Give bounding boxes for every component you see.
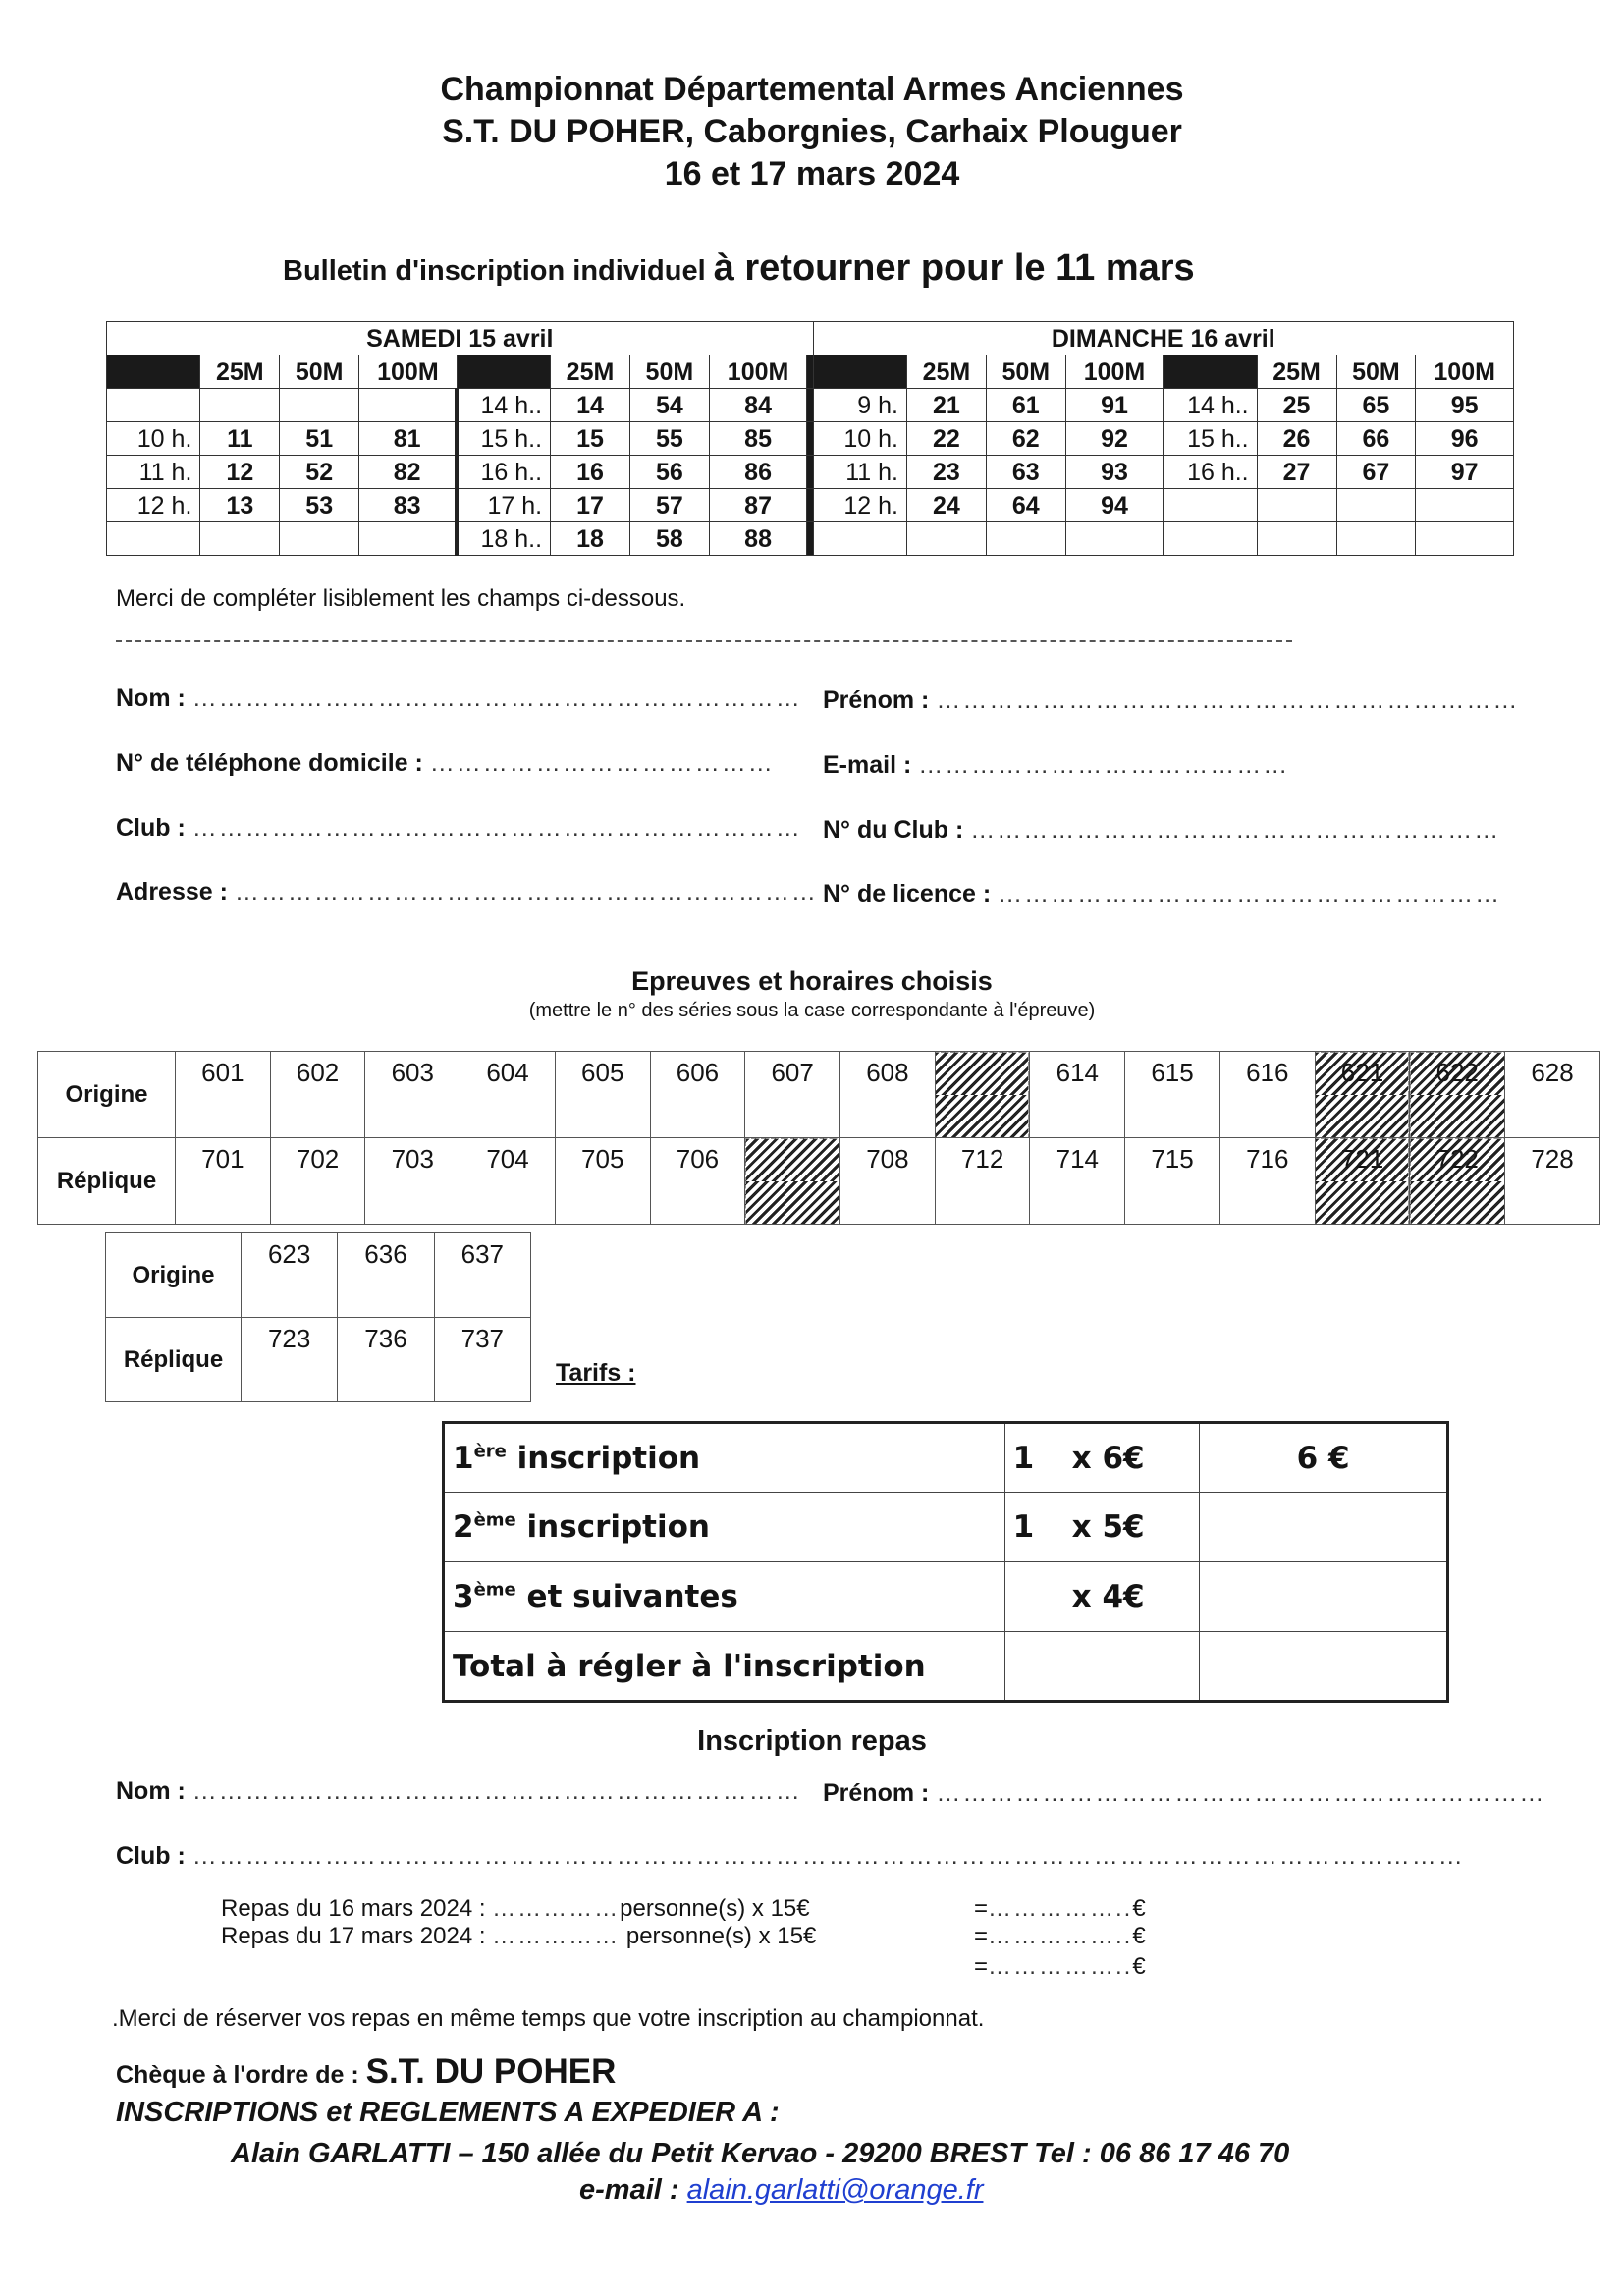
origine-number: 621 xyxy=(1315,1052,1410,1095)
schedule-series: 86 xyxy=(709,456,807,489)
schedule-time xyxy=(107,522,200,556)
telephone-field[interactable]: N° de téléphone domicile : ………………………………… xyxy=(116,749,775,777)
origine-number: 603 xyxy=(365,1052,460,1095)
epreuves-table-2 xyxy=(105,1232,531,1402)
schedule-series: 95 xyxy=(1416,389,1514,422)
adresse-label: Adresse : xyxy=(116,878,228,905)
licence-field[interactable]: N° de licence : ………………………………………………… xyxy=(823,880,1502,907)
schedule-time: 12 h. xyxy=(107,489,200,522)
schedule-series xyxy=(359,389,458,422)
origine-number xyxy=(935,1052,1030,1095)
schedule-time: 11 h. xyxy=(107,456,200,489)
repas-grand-total[interactable]: =……………..€ xyxy=(974,1953,1146,1980)
replique-number: 701 xyxy=(176,1138,271,1181)
tarif-label xyxy=(444,1562,1005,1632)
dimanche-right-dist-1: 50M xyxy=(1336,355,1416,389)
replique-number: 708 xyxy=(840,1138,936,1181)
schedule-series: 51 xyxy=(280,422,359,456)
repas-note: .Merci de réserver vos repas en même temps que votre inscription au championnat. xyxy=(112,2005,985,2032)
schedule-series: 87 xyxy=(709,489,807,522)
tarif-sup: ère xyxy=(473,1441,507,1462)
repas-prenom-label: Prénom : xyxy=(823,1779,930,1807)
nom-field[interactable]: Nom : …………………………………………………………… xyxy=(116,684,802,712)
schedule-series xyxy=(1336,489,1416,522)
repas-club-label: Club : xyxy=(116,1842,186,1870)
subtitle-deadline: à retourner pour le 11 mars xyxy=(713,247,1195,289)
schedule-series: 94 xyxy=(1065,489,1164,522)
schedule-series: 67 xyxy=(1336,456,1416,489)
tarif-qty: 1 xyxy=(1012,1440,1035,1476)
origine-input-cell[interactable] xyxy=(270,1095,365,1138)
schedule-series: 15 xyxy=(551,422,630,456)
schedule-time: 11 h. xyxy=(813,456,906,489)
num-club-label: N° du Club : xyxy=(823,816,964,844)
schedule-series xyxy=(359,522,458,556)
repas-prenom-field[interactable]: Prénom : …………………………………………………………… xyxy=(823,1779,1546,1807)
origine-input-cell xyxy=(935,1095,1030,1138)
origine-input-cell[interactable] xyxy=(1125,1095,1220,1138)
tarif-num: 1 xyxy=(453,1440,474,1476)
samedi-left-time-header xyxy=(107,355,200,389)
samedi-header: SAMEDI 15 avril xyxy=(107,322,814,355)
schedule-series: 11 xyxy=(200,422,280,456)
schedule-time: 16 h.. xyxy=(457,456,550,489)
email-field[interactable]: E-mail : …………………………………… xyxy=(823,751,1290,779)
schedule-series: 85 xyxy=(709,422,807,456)
email-line xyxy=(579,2174,983,2207)
schedule-series: 22 xyxy=(906,422,986,456)
origine-number: 615 xyxy=(1125,1052,1220,1095)
repas-club-field[interactable]: Club : ……………………………………………………………………………………………………………………………… xyxy=(116,1842,1465,1870)
origine-input-cell[interactable] xyxy=(840,1095,936,1138)
replique-number: 715 xyxy=(1125,1138,1220,1181)
replique-input-cell[interactable] xyxy=(270,1181,365,1225)
schedule-time: 15 h.. xyxy=(1164,422,1257,456)
schedule-series xyxy=(280,389,359,422)
repas-line-2-label: Repas du 17 mars 2024 : xyxy=(221,1923,486,1949)
tarif-label xyxy=(444,1423,1005,1493)
schedule-series: 25 xyxy=(1257,389,1336,422)
email-line-label: e-mail : xyxy=(579,2174,679,2206)
schedule-time: 10 h. xyxy=(813,422,906,456)
schedule-series: 61 xyxy=(986,389,1065,422)
schedule-series xyxy=(1416,489,1514,522)
tarif-qty-price[interactable] xyxy=(1004,1562,1200,1632)
replique-input-cell xyxy=(745,1181,840,1225)
schedule-time xyxy=(813,522,906,556)
title-line-3: 16 et 17 mars 2024 xyxy=(664,155,960,192)
tarif-total-label: Total à régler à l'inscription xyxy=(444,1632,1005,1702)
schedule-series: 57 xyxy=(629,489,709,522)
schedule-series: 84 xyxy=(709,389,807,422)
dimanche-right-time-header xyxy=(1164,355,1257,389)
repas-line-1-total[interactable]: =……………..€ xyxy=(974,1895,1146,1922)
replique-number xyxy=(745,1138,840,1181)
adresse-field[interactable]: Adresse : ………………………………………………………… xyxy=(116,878,818,905)
schedule-series: 56 xyxy=(629,456,709,489)
schedule-time: 15 h.. xyxy=(457,422,550,456)
origine-number: 605 xyxy=(555,1052,650,1095)
tarif-total-amount[interactable] xyxy=(1200,1632,1448,1702)
origine-label: Origine xyxy=(106,1233,242,1318)
replique-label: Réplique xyxy=(106,1318,242,1402)
replique-input-cell[interactable] xyxy=(1030,1181,1125,1225)
schedule-series: 18 xyxy=(551,522,630,556)
origine-number: 628 xyxy=(1505,1052,1600,1095)
replique-input-cell xyxy=(1410,1181,1505,1225)
origine-input-cell[interactable] xyxy=(745,1095,840,1138)
schedule-series: 54 xyxy=(629,389,709,422)
schedule-series xyxy=(1257,489,1336,522)
samedi-right-dist-0: 25M xyxy=(551,355,630,389)
repas-nom-field[interactable]: Nom : …………………………………………………………… xyxy=(116,1777,802,1805)
email-label: E-mail : xyxy=(823,751,912,779)
schedule-time: 10 h. xyxy=(107,422,200,456)
origine-input-cell[interactable] xyxy=(365,1095,460,1138)
replique-input-cell[interactable] xyxy=(650,1181,745,1225)
replique-input-cell[interactable] xyxy=(1125,1181,1220,1225)
schedule-series: 53 xyxy=(280,489,359,522)
tarif-price: x 5€ xyxy=(1071,1509,1145,1545)
samedi-left-dist-2: 100M xyxy=(359,355,458,389)
replique-number: 736 xyxy=(338,1318,434,1360)
origine-number: 604 xyxy=(460,1052,556,1095)
schedule-series: 16 xyxy=(551,456,630,489)
replique-number: 722 xyxy=(1410,1138,1505,1181)
subtitle xyxy=(283,247,1195,290)
tarif-price: x 6€ xyxy=(1071,1440,1145,1476)
origine-number: 622 xyxy=(1410,1052,1505,1095)
nom-label: Nom : xyxy=(116,684,186,712)
origine-input-cell[interactable] xyxy=(1505,1095,1600,1138)
tarif-text: inscription xyxy=(506,1440,701,1476)
origine-input-cell[interactable] xyxy=(1219,1095,1315,1138)
title-line-1: Championnat Départemental Armes Anciennes xyxy=(440,71,1184,108)
replique-number: 723 xyxy=(242,1318,338,1360)
schedule-series xyxy=(1416,522,1514,556)
tarif-text: inscription xyxy=(515,1509,710,1545)
replique-number: 704 xyxy=(460,1138,556,1181)
replique-input-cell[interactable] xyxy=(1505,1181,1600,1225)
tarif-qty-price[interactable] xyxy=(1004,1423,1200,1493)
replique-number: 702 xyxy=(270,1138,365,1181)
repas-nom-label: Nom : xyxy=(116,1777,186,1805)
origine-number: 606 xyxy=(650,1052,745,1095)
replique-number: 737 xyxy=(434,1318,530,1360)
tarif-qty: 1 xyxy=(1012,1509,1035,1545)
tarif-total[interactable] xyxy=(1200,1562,1448,1632)
replique-input-cell[interactable] xyxy=(1219,1181,1315,1225)
title-line-2: S.T. DU POHER, Caborgnies, Carhaix Plouguer xyxy=(442,113,1182,150)
dimanche-right-dist-2: 100M xyxy=(1416,355,1514,389)
schedule-series xyxy=(200,522,280,556)
schedule-series: 83 xyxy=(359,489,458,522)
repas-line-2[interactable]: Repas du 17 mars 2024 : …………… personne(s) x 15€ xyxy=(221,1923,817,1949)
origine-input-cell[interactable] xyxy=(434,1276,530,1318)
replique-number: 703 xyxy=(365,1138,460,1181)
schedule-series: 21 xyxy=(906,389,986,422)
repas-title: Inscription repas xyxy=(697,1725,927,1757)
tarifs-table xyxy=(442,1421,1449,1703)
tarif-total-qty[interactable] xyxy=(1004,1632,1200,1702)
schedule-series: 23 xyxy=(906,456,986,489)
repas-line-2-total[interactable]: =……………..€ xyxy=(974,1923,1146,1949)
tarif-total[interactable] xyxy=(1200,1493,1448,1562)
epreuves-title: Epreuves et horaires choisis xyxy=(631,966,993,996)
schedule-time: 18 h.. xyxy=(457,522,550,556)
cheque-line xyxy=(116,2052,616,2092)
repas-euro-2: € xyxy=(1132,1923,1146,1949)
schedule-series xyxy=(1336,522,1416,556)
repas-eq-2: = xyxy=(974,1923,989,1949)
origine-number: 601 xyxy=(176,1052,271,1095)
schedule-series: 13 xyxy=(200,489,280,522)
schedule-series: 55 xyxy=(629,422,709,456)
schedule-series: 17 xyxy=(551,489,630,522)
repas-line-1[interactable]: Repas du 16 mars 2024 : ……………personne(s) x 15€ xyxy=(221,1895,810,1922)
replique-number: 712 xyxy=(935,1138,1030,1181)
origine-number: 607 xyxy=(745,1052,840,1095)
envoi-line: INSCRIPTIONS et REGLEMENTS A EXPEDIER A : xyxy=(116,2097,780,2128)
schedule-series: 93 xyxy=(1065,456,1164,489)
cheque-name: S.T. DU POHER xyxy=(365,2052,617,2091)
samedi-right-dist-1: 50M xyxy=(629,355,709,389)
schedule-series: 63 xyxy=(986,456,1065,489)
schedule-series xyxy=(280,522,359,556)
tarif-price: x 4€ xyxy=(1071,1579,1145,1614)
replique-label: Réplique xyxy=(38,1138,176,1225)
schedule-series: 58 xyxy=(629,522,709,556)
repas-line-1-mid: personne(s) x 15€ xyxy=(620,1895,810,1922)
schedule-series: 62 xyxy=(986,422,1065,456)
schedule-table xyxy=(106,321,1514,556)
schedule-series: 52 xyxy=(280,456,359,489)
samedi-right-dist-2: 100M xyxy=(709,355,807,389)
schedule-series xyxy=(986,522,1065,556)
tarif-sup: ème xyxy=(473,1579,516,1601)
replique-input-cell[interactable] xyxy=(338,1360,434,1402)
schedule-time xyxy=(1164,522,1257,556)
schedule-time xyxy=(1164,489,1257,522)
subtitle-prefix: Bulletin d'inscription individuel xyxy=(283,255,706,287)
replique-input-cell[interactable] xyxy=(840,1181,936,1225)
tarif-num: 3 xyxy=(453,1579,474,1614)
origine-input-cell xyxy=(1410,1095,1505,1138)
email-link[interactable]: alain.garlatti@orange.fr xyxy=(686,2174,984,2206)
schedule-series: 65 xyxy=(1336,389,1416,422)
origine-input-cell xyxy=(1315,1095,1410,1138)
schedule-time: 12 h. xyxy=(813,489,906,522)
origine-input-cell[interactable] xyxy=(460,1095,556,1138)
schedule-series: 24 xyxy=(906,489,986,522)
origine-input-cell[interactable] xyxy=(242,1276,338,1318)
origine-number: 614 xyxy=(1030,1052,1125,1095)
schedule-series xyxy=(906,522,986,556)
schedule-series: 82 xyxy=(359,456,458,489)
form-divider xyxy=(116,640,1292,642)
repas-euro-1: € xyxy=(1132,1895,1146,1922)
origine-input-cell[interactable] xyxy=(555,1095,650,1138)
schedule-series: 88 xyxy=(709,522,807,556)
origine-input-cell[interactable] xyxy=(338,1276,434,1318)
tarif-sup: ème xyxy=(473,1509,516,1531)
origine-number: 623 xyxy=(242,1233,338,1276)
tarifs-title: Tarifs : xyxy=(556,1359,636,1387)
replique-number: 728 xyxy=(1505,1138,1600,1181)
replique-number: 721 xyxy=(1315,1138,1410,1181)
schedule-series: 12 xyxy=(200,456,280,489)
club-label: Club : xyxy=(116,814,186,842)
dimanche-left-time-header xyxy=(813,355,906,389)
address-line: Alain GARLATTI – 150 allée du Petit Kervao - 29200 BREST Tel : 06 86 17 46 70 xyxy=(231,2138,1290,2169)
replique-input-cell xyxy=(1315,1181,1410,1225)
schedule-series: 66 xyxy=(1336,422,1416,456)
schedule-series: 97 xyxy=(1416,456,1514,489)
origine-input-cell[interactable] xyxy=(650,1095,745,1138)
schedule-series: 81 xyxy=(359,422,458,456)
schedule-series: 14 xyxy=(551,389,630,422)
repas-euro-3: € xyxy=(1132,1953,1146,1980)
schedule-time xyxy=(107,389,200,422)
origine-number: 637 xyxy=(434,1233,530,1276)
samedi-left-dist-0: 25M xyxy=(200,355,280,389)
licence-label: N° de licence : xyxy=(823,880,992,907)
replique-input-cell[interactable] xyxy=(176,1181,271,1225)
epreuves-table xyxy=(37,1051,1600,1225)
samedi-right-time-header xyxy=(457,355,550,389)
schedule-time: 9 h. xyxy=(813,389,906,422)
repas-line-1-label: Repas du 16 mars 2024 : xyxy=(221,1895,486,1922)
repas-line-2-mid: personne(s) x 15€ xyxy=(625,1923,817,1949)
origine-label: Origine xyxy=(38,1052,176,1138)
replique-number: 716 xyxy=(1219,1138,1315,1181)
schedule-time: 16 h.. xyxy=(1164,456,1257,489)
replique-input-cell[interactable] xyxy=(242,1360,338,1402)
replique-number: 706 xyxy=(650,1138,745,1181)
schedule-series: 92 xyxy=(1065,422,1164,456)
schedule-series xyxy=(200,389,280,422)
replique-input-cell[interactable] xyxy=(935,1181,1030,1225)
prenom-field[interactable]: Prénom : ………………………………………………………… xyxy=(823,686,1520,714)
schedule-series: 91 xyxy=(1065,389,1164,422)
samedi-left-dist-1: 50M xyxy=(280,355,359,389)
dimanche-left-dist-1: 50M xyxy=(986,355,1065,389)
origine-number: 616 xyxy=(1219,1052,1315,1095)
dimanche-right-dist-0: 25M xyxy=(1257,355,1336,389)
schedule-series xyxy=(1065,522,1164,556)
schedule-time: 14 h.. xyxy=(1164,389,1257,422)
replique-input-cell[interactable] xyxy=(434,1360,530,1402)
schedule-series: 96 xyxy=(1416,422,1514,456)
schedule-series: 64 xyxy=(986,489,1065,522)
schedule-series: 27 xyxy=(1257,456,1336,489)
club-field[interactable]: Club : …………………………………………………………… xyxy=(116,814,802,842)
dimanche-left-dist-2: 100M xyxy=(1065,355,1164,389)
replique-number: 714 xyxy=(1030,1138,1125,1181)
dimanche-left-dist-0: 25M xyxy=(906,355,986,389)
replique-number: 705 xyxy=(555,1138,650,1181)
prenom-label: Prénom : xyxy=(823,686,930,714)
tarif-total[interactable]: 6 € xyxy=(1200,1423,1448,1493)
epreuves-subtitle: (mettre le n° des séries sous la case correspondante à l'épreuve) xyxy=(528,1000,1096,1021)
origine-number: 602 xyxy=(270,1052,365,1095)
schedule-time: 14 h.. xyxy=(457,389,550,422)
replique-input-cell[interactable] xyxy=(365,1181,460,1225)
schedule-series: 26 xyxy=(1257,422,1336,456)
form-intro: Merci de compléter lisiblement les champs ci-dessous. xyxy=(116,585,686,612)
replique-input-cell[interactable] xyxy=(460,1181,556,1225)
tarif-qty-price[interactable] xyxy=(1004,1493,1200,1562)
tarif-num: 2 xyxy=(453,1509,474,1545)
origine-input-cell[interactable] xyxy=(1030,1095,1125,1138)
origine-number: 636 xyxy=(338,1233,434,1276)
replique-input-cell[interactable] xyxy=(555,1181,650,1225)
repas-eq-1: = xyxy=(974,1895,989,1922)
tarif-label xyxy=(444,1493,1005,1562)
schedule-time: 17 h. xyxy=(457,489,550,522)
num-club-field[interactable]: N° du Club : …………………………………………………… xyxy=(823,816,1501,844)
repas-eq-3: = xyxy=(974,1953,989,1980)
cheque-label: Chèque à l'ordre de : xyxy=(116,2061,359,2089)
origine-number: 608 xyxy=(840,1052,936,1095)
origine-input-cell[interactable] xyxy=(176,1095,271,1138)
dimanche-header: DIMANCHE 16 avril xyxy=(813,322,1513,355)
telephone-label: N° de téléphone domicile : xyxy=(116,749,423,777)
schedule-series xyxy=(1257,522,1336,556)
tarif-text: et suivantes xyxy=(515,1579,738,1614)
